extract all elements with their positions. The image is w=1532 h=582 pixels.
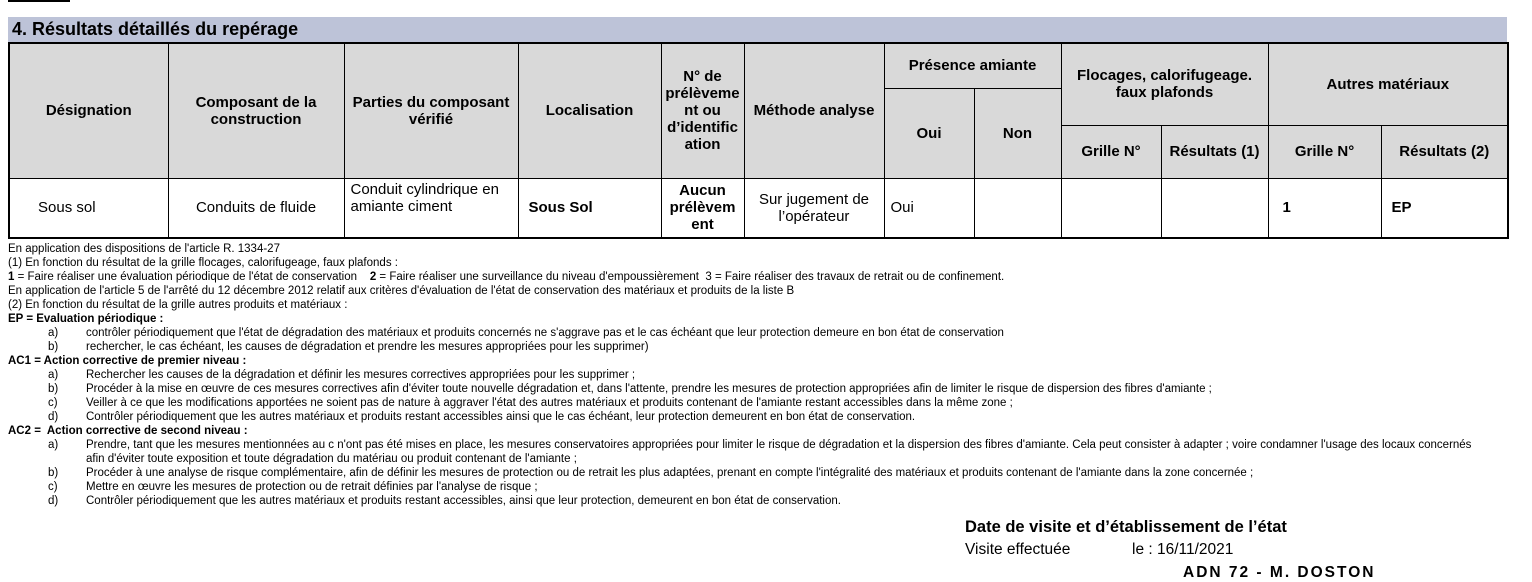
footnote-article-r1334: En application des dispositions de l'article R. 1334-27 — [8, 243, 280, 255]
footnote-ac2-c: c) Mettre en œuvre les mesures de protection ou de retrait définies par l'analyse de risque ; — [48, 481, 538, 493]
col-header-parties: Parties du composant vérifié — [344, 43, 518, 178]
footnote-ac2-d: d) Contrôler périodiquement que les autres matériaux et produits restant accessibles, ainsi que leur protection, demeurent en bon état de conservation. — [48, 495, 841, 507]
footnote-ac2-b: b) Procéder à une analyse de risque complémentaire, afin de définir les mesures de protection ou de retrait les plus adaptées, prenant en compte l'intégralité des matériaux et produits contenant de l'amiante dans la zone concernée ; — [48, 467, 1254, 479]
footnote-ep-heading: EP = Evaluation périodique : — [8, 313, 164, 325]
footnote-ac1-heading: AC1 = Action corrective de premier niveau : — [8, 355, 247, 367]
cell-resultats-1 — [1161, 178, 1268, 238]
cell-presence-non — [974, 178, 1061, 238]
footnote-1-intro: (1) En fonction du résultat de la grille flocages, calorifugeage, faux plafonds : — [8, 257, 398, 269]
cell-grille-no-autres: 1 — [1268, 178, 1381, 238]
col-header-localisation: Localisation — [518, 43, 661, 178]
footnote-ac2-a: a) Prendre, tant que les mesures mentionnées au c n'ont pas été mises en place, les mesures conservatoires appropriées pour limiter le risque de dégradation et la dispersion des fibres d'amiante. Cela peut consister à adapter ; voire condamner l'usage des locaux concernés — [48, 439, 1472, 451]
footnote-article-5: En application de l'article 5 de l'arrêté du 12 décembre 2012 relatif aux critères d'évaluation de l'état de conservation des matériaux et produits de la liste B — [8, 285, 795, 297]
visit-date-label: Visite effectuée — [965, 541, 1071, 558]
cell-methode: Sur jugement de l’opérateur — [744, 178, 884, 238]
footnote-ep-b: b) rechercher, le cas échéant, les causes de dégradation et prendre les mesures appropriées pour les supprimer) — [48, 341, 649, 353]
results-table — [8, 42, 1509, 239]
cell-resultats-2: EP — [1381, 178, 1508, 238]
col-header-designation: Désignation — [9, 43, 168, 178]
group-header-presence-amiante: Présence amiante — [884, 43, 1061, 88]
col-header-resultats-2: Résultats (2) — [1381, 125, 1508, 178]
visit-date-block — [965, 518, 1287, 559]
col-header-num-prelevement: N° de prélèvement ou d’identification — [661, 43, 744, 178]
col-header-non: Non — [974, 88, 1061, 178]
visit-date-value: le : 16/11/2021 — [1132, 541, 1234, 558]
footnote-ac1-b: b) Procéder à la mise en œuvre de ces mesures correctives afin d'éviter toute nouvelle dégradation et, dans l'attente, prendre les mesures de protection appropriées afin de limiter le risque de dispersion des fibres d'amiante ; — [48, 383, 1212, 395]
col-header-resultats-1: Résultats (1) — [1161, 125, 1268, 178]
col-header-composant: Composant de la construction — [168, 43, 344, 178]
footnote-ac1-c: c) Veiller à ce que les modifications apportées ne soient pas de nature à aggraver l'état des autres matériaux et produits contenant de l'amiante restant accessibles dans la même zone ; — [48, 397, 1013, 409]
footnote-ac1-a: a) Rechercher les causes de la dégradation et définir les mesures correctives appropriées pour les supprimer ; — [48, 369, 636, 381]
footnote-2-intro: (2) En fonction du résultat de la grille autres produits et matériaux : — [8, 299, 348, 311]
footnote-ep-a: a) contrôler périodiquement que l'état de dégradation des matériaux et produits concernés ne s'aggrave pas et le cas échéant que leur protection demeure en bon état de conservation — [48, 327, 1004, 339]
cell-num-prelevement: Aucun prélèvement — [661, 178, 744, 238]
col-header-methode: Méthode analyse — [744, 43, 884, 178]
footnote-ac1-d: d) Contrôler périodiquement que les autres matériaux et produits restant accessibles ainsi que le cas échéant, leur protection demeurent en bon état de conservation. — [48, 411, 916, 423]
footnote-grille-1-values: 1 = Faire réaliser une évaluation périodique de l'état de conservation 2 = Faire réaliser une surveillance du niveau d'empoussièrement 3 = Faire réaliser des travaux de retrait ou de confinement. — [8, 271, 1005, 283]
footnote-ac2-a-cont: afin d'éviter toute exposition et toute dégradation du matériau ou produit contenant de l'amiante ; — [86, 453, 577, 465]
cell-designation: Sous sol — [9, 178, 168, 238]
table-row — [9, 178, 1508, 238]
footnotes — [8, 242, 1524, 508]
cell-grille-no-flocages — [1061, 178, 1161, 238]
clipped-signature-line: ADN 72 - M. DOSTON — [1183, 564, 1376, 581]
footnote-ac2-heading: AC2 = Action corrective de second niveau : — [8, 425, 248, 437]
group-header-autres-materiaux: Autres matériaux — [1268, 43, 1508, 125]
cell-localisation: Sous Sol — [518, 178, 661, 238]
col-header-grille-no-autres: Grille N° — [1268, 125, 1381, 178]
col-header-grille-no-flocages: Grille N° — [1061, 125, 1161, 178]
group-header-flocages: Flocages, calorifugeage. faux plafonds — [1061, 43, 1268, 125]
visit-date-row — [965, 541, 1287, 559]
cell-presence-oui: Oui — [884, 178, 974, 238]
page-top-rule — [8, 0, 70, 2]
section-title: 4. Résultats détaillés du repérage — [8, 17, 1507, 42]
col-header-oui: Oui — [884, 88, 974, 178]
visit-date-heading: Date de visite et d’établissement de l’état — [965, 518, 1287, 536]
cell-composant: Conduits de fluide — [168, 178, 344, 238]
cell-parties: Conduit cylindrique en amiante ciment — [344, 178, 518, 238]
